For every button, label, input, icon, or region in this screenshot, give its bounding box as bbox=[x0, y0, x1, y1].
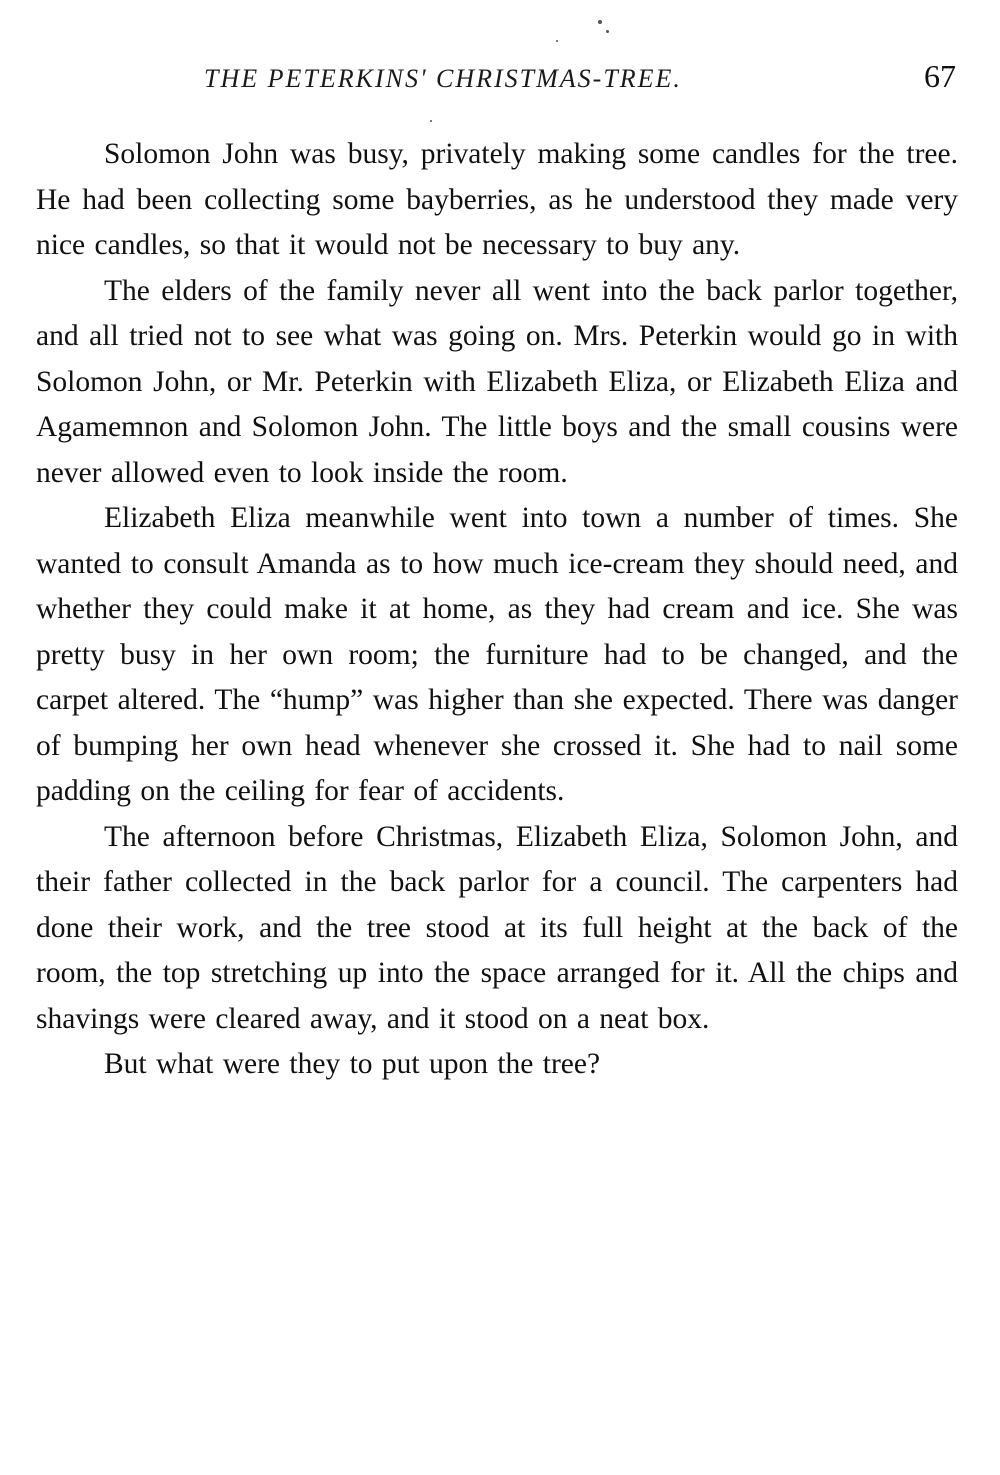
print-speck bbox=[598, 20, 602, 24]
print-speck bbox=[430, 120, 432, 122]
print-speck bbox=[606, 30, 609, 33]
body-text bbox=[36, 132, 958, 1088]
running-head-title: THE PETERKINS' CHRISTMAS-TREE. bbox=[204, 64, 682, 93]
page-number: 67 bbox=[924, 58, 956, 94]
paragraph: Elizabeth Eliza meanwhile went into town a number of times. She wanted to consult Amanda as to how much ice-cream they should need, and whether they could make it at home, as they had cream and ice. She was pretty busy in her own room; the furniture had to be changed, and the carpet altered. The “hump” was higher than she expected. There was danger of bumping her own head whenever she crossed it. She had to nail some padding on the ceiling for fear of accidents. bbox=[36, 502, 958, 807]
paragraph: The elders of the family never all went into the back parlor together, and all tried not to see what was going on. Mrs. Peterkin would go in with Solomon John, or Mr. Peterkin with Elizabeth Eliza, or Elizabeth Eliza and Agamemnon and Solomon John. The little boys and the small cousins were never allowed even to look inside the room. bbox=[36, 274, 958, 489]
paragraph: The afternoon before Christmas, Elizabeth Eliza, Solomon John, and their father collected in the back parlor for a council. The carpenters had done their work, and the tree stood at its full height at the back of the room, the top stretching up into the space arranged for it. All the chips and shavings were cleared away, and it stood on a neat box. bbox=[36, 820, 958, 1035]
running-head bbox=[36, 58, 960, 102]
paragraph: But what were they to put upon the tree? bbox=[104, 1048, 601, 1080]
print-speck bbox=[556, 40, 558, 42]
paragraph: Solomon John was busy, privately making some candles for the tree. He had been collecting some bayberries, as he understood they made very nice candles, so that it would not be necessary to buy any. bbox=[36, 138, 958, 261]
